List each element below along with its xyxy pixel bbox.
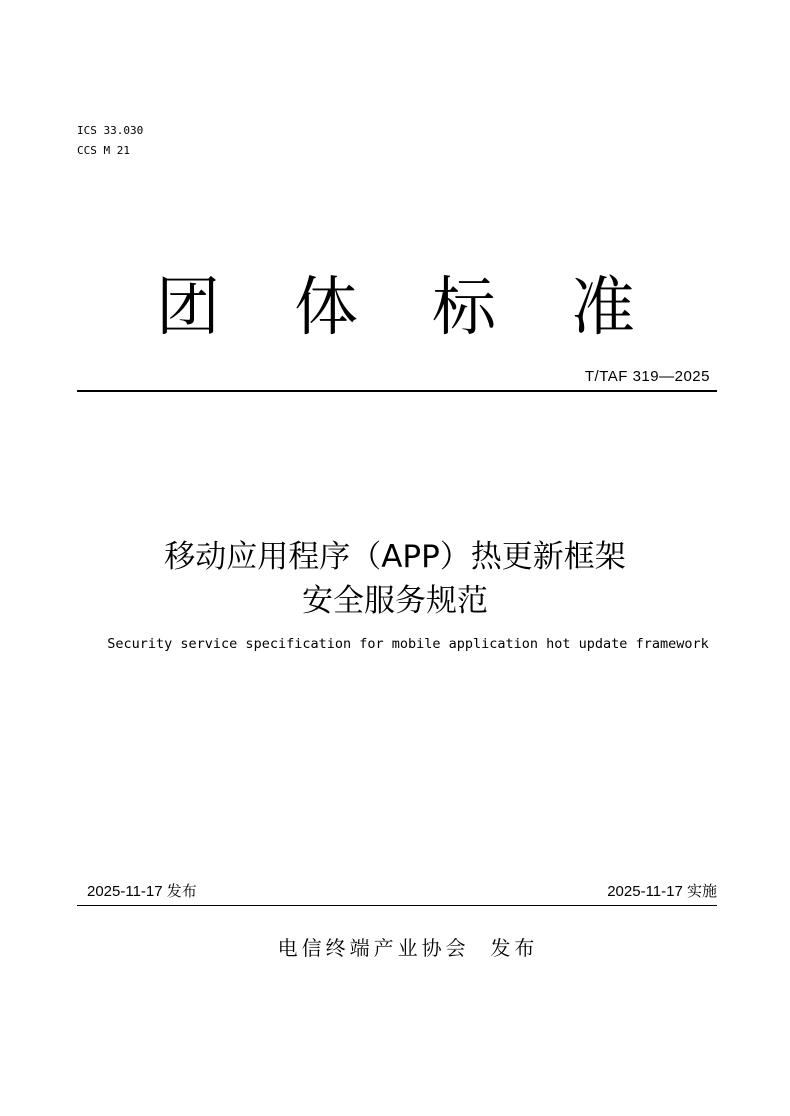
standard-number: T/TAF 319—2025 bbox=[584, 368, 710, 385]
header-divider bbox=[77, 390, 717, 392]
implement-date: 2025-11-17 实施 bbox=[607, 883, 717, 900]
dates-row bbox=[77, 880, 717, 902]
ccs-code: CCS M 21 bbox=[77, 144, 130, 157]
title-chinese-line-1: 移动应用程序（APP）热更新框架 bbox=[164, 539, 626, 575]
publish-date: 2025-11-17 发布 bbox=[87, 883, 197, 900]
heading-char-1: 团 bbox=[156, 271, 220, 345]
heading-char-3: 标 bbox=[432, 271, 496, 345]
issuer: 电信终端产业协会 发布 bbox=[277, 936, 539, 960]
title-chinese bbox=[0, 535, 790, 623]
title-english: Security service specification for mobile application hot update framework bbox=[107, 636, 709, 652]
title-chinese-line-2: 安全服务规范 bbox=[302, 583, 488, 619]
document-type-heading bbox=[0, 268, 790, 348]
classification-codes bbox=[77, 121, 143, 161]
heading-char-2: 体 bbox=[294, 271, 358, 345]
heading-char-4: 准 bbox=[571, 271, 635, 345]
footer-divider bbox=[77, 905, 717, 906]
ics-code: ICS 33.030 bbox=[77, 124, 144, 137]
